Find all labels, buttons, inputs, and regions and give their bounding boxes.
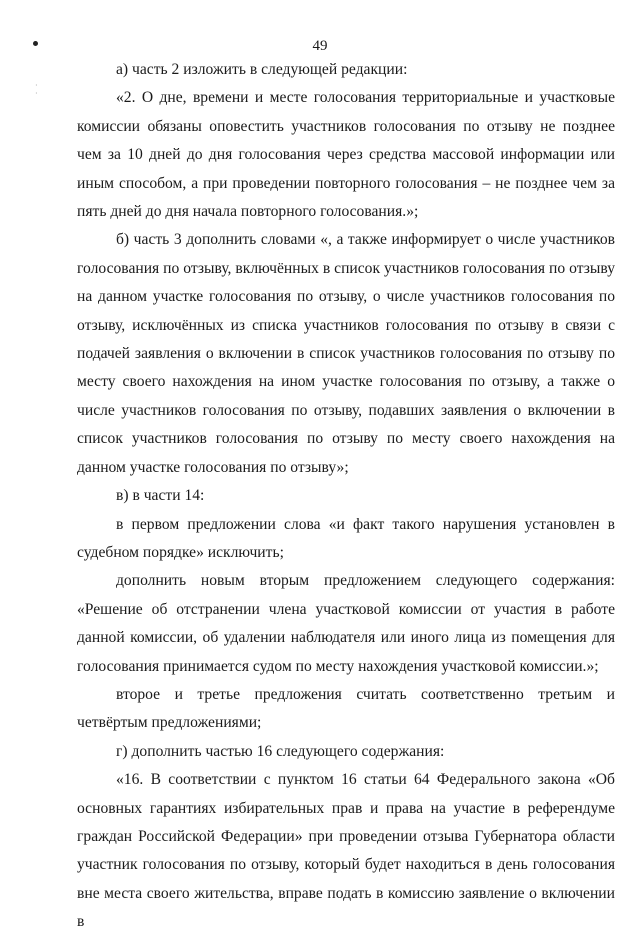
page-number: 49 <box>312 38 328 54</box>
scan-specks: · · <box>35 81 38 98</box>
paragraph-part-2-text: «2. О дне, времени и месте голосования территориальные и участковые комиссии обязаны оповестить участников голосования по отзыву не позднее чем за 10 дней до дня голосования через средства массовой информации или иным способом, а при проведении повторного голосования – не позднее чем за пять дней до дня начала повторного голосования.»; <box>77 89 615 221</box>
paragraph-add-sentence: дополнить новым вторым предложением следующего содержания: «Решение об отстранении члена участковой комиссии от участия в работе данной комиссии, об удалении наблюдателя или иного лица из помещения для голосования принимается судом по месту нахождения участковой комиссии.»; <box>77 572 615 675</box>
paragraph-renumber: второе и третье предложения считать соответственно третьим и четвёртым предложениями; <box>77 685 615 732</box>
paragraph-g: г) дополнить частью 16 следующего содержания: <box>116 742 445 760</box>
paragraph-first-sentence: в первом предложении слова «и факт такого нарушения установлен в судебном порядке» исключить; <box>77 515 615 561</box>
document-body <box>77 56 615 937</box>
paragraph-a: а) часть 2 изложить в следующей редакции: <box>116 61 408 78</box>
paragraph-part-16-text: «16. В соответствии с пунктом 16 статьи 64 Федерального закона «Об основных гарантиях избирательных прав и права на участие в референдуме граждан Российской Федерации» при проведении отзыва Губернатора области участник голосования по отзыву, который будет находиться в день голосования вне места своего жительства, вправе подать в комиссию заявление о включении в <box>77 771 615 931</box>
paragraph-v: в) в части 14: <box>116 487 205 505</box>
paragraph-b: б) часть 3 дополнить словами «, а также информирует о числе участников голосования по отзыву, включённых в список участников голосования по отзыву на данном участке голосования по отзыву, о числе участников голосования по отзыву, исключённых из списка участников голосования по отзыву в связи с подачей заявления о включении в список участников голосования по отзыву по месту своего нахождения на ином участке голосования по отзыву, а также о числе участников голосования по отзыву, подавших заявления о включении в список участников голосования по отзыву по месту своего нахождения на данном участке голосования по отзыву»; <box>77 231 615 476</box>
